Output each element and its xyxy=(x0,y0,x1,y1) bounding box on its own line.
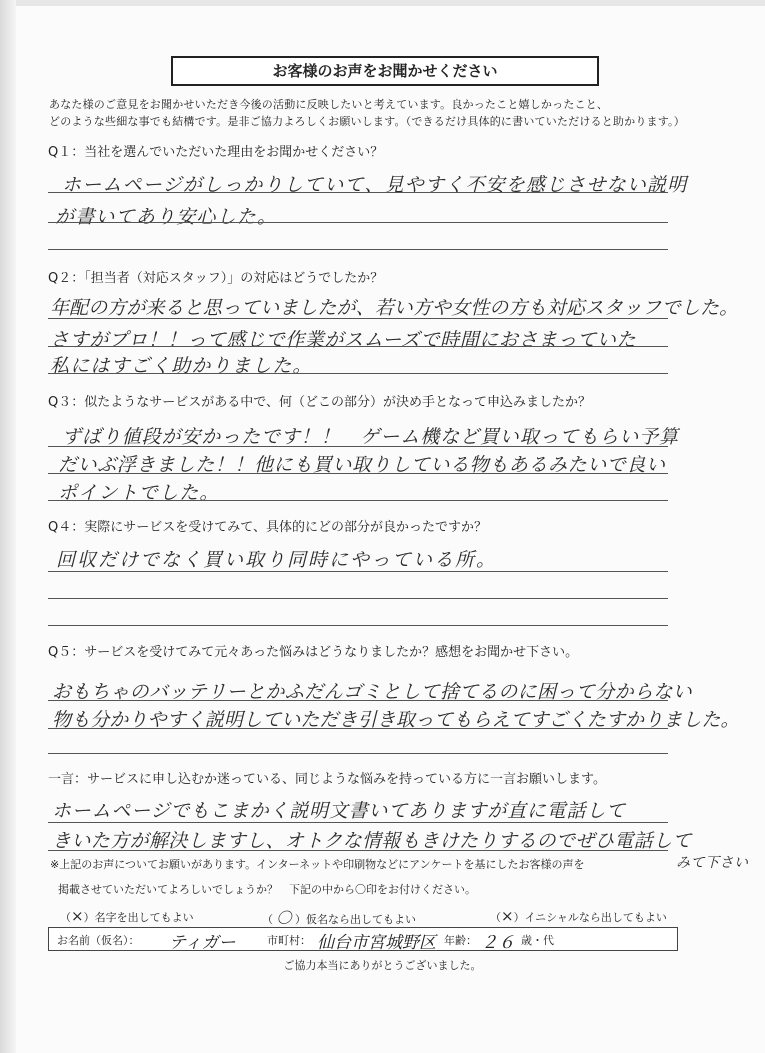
page-title: お客様のお声をお聞かせください xyxy=(171,56,599,86)
answer-rule xyxy=(48,625,668,626)
age-suffix: 歳・代 xyxy=(521,934,554,947)
question-2-answer-line-3: 私にはすごく助かりました。 xyxy=(50,355,313,377)
respondent-info-box xyxy=(48,927,678,951)
option-pseudonym-mark: 〇 xyxy=(276,909,292,927)
answer-rule xyxy=(48,598,668,599)
answer-rule xyxy=(48,700,668,701)
question-5-answer-line-2: 物も分かりやすく説明していただき引き取ってもらえてすごくたすかりました。 xyxy=(52,709,740,731)
question-1-label: Q１：当社を選んでいただいた理由をお聞かせください？ xyxy=(48,145,384,160)
answer-rule xyxy=(48,571,668,572)
question-5-label: Q５：サービスを受けてみて元々あった悩みはどうなりましたか？感想をお聞かせ下さい。 xyxy=(48,645,579,660)
comment-label: 一言：サービスに申し込むか迷っている、同じような悩みを持っている方に一言お願いします。 xyxy=(48,772,606,787)
question-1-answer-line-1: ホームページがしっかりしていて、見やすく不安を感じさせない説明 xyxy=(62,174,688,196)
page-top-shadow xyxy=(0,0,765,6)
option-real-name[interactable]: （×）名字を出してもよい xyxy=(60,907,194,925)
consent-note-line-2: 掲載させていただいてよろしいでしょうか？ 下記の中から〇印をお付けください。 xyxy=(58,883,476,896)
question-4-answer-line-1: 回収だけでなく買い取り同時にやっている所。 xyxy=(56,549,498,571)
answer-rule xyxy=(48,728,668,729)
name-label: お名前（仮名）： xyxy=(57,934,140,947)
consent-note-handwritten: みて下さい xyxy=(676,855,749,871)
city-value[interactable]: 仙台市宮城野区 xyxy=(317,933,436,953)
answer-rule xyxy=(48,850,668,851)
question-1-answer-line-2: が書いてあり安心した。 xyxy=(55,206,278,228)
answer-rule xyxy=(48,373,668,374)
answer-rule xyxy=(48,346,668,347)
option-initials-label: イニシャルなら出してもよい xyxy=(524,911,667,924)
age-value[interactable]: ２６ xyxy=(481,933,515,953)
answer-rule xyxy=(48,753,668,754)
answer-rule xyxy=(48,192,668,193)
question-2-label: Q２：「担当者（対応スタッフ）」の対応はどうでしたか？ xyxy=(48,271,384,286)
option-pseudonym-label: 仮名なら出してもよい xyxy=(306,913,417,926)
comment-answer-line-2: きいた方が解決しますし、オトクな情報もきけたりするのでぜひ電話して xyxy=(52,830,692,852)
option-real-name-mark: × xyxy=(71,907,84,925)
consent-note-line-1: ※上記のお声についてお願いがあります。インターネットや印刷物などにアンケートを基にしたお客様の声を xyxy=(50,858,585,871)
question-3-label: Q３：似たようなサービスがある中で、何（どこの部分）が決め手となって申込みましたか？ xyxy=(48,395,591,410)
question-2-answer-line-1: 年配の方が来ると思っていましたが、若い方や女性の方も対応スタッフでした。 xyxy=(50,297,739,319)
page-left-shadow xyxy=(0,0,16,1053)
answer-rule xyxy=(48,473,668,474)
intro-line-2: どのような些細な事でも結構です。是非ご協力よろしくお願いします。（できるだけ具体的に書いていただけると助かります。） xyxy=(49,115,685,128)
option-real-name-label: 名字を出してもよい xyxy=(94,911,194,924)
question-4-label: Q４：実際にサービスを受けてみて、具体的にどの部分が良かったですか？ xyxy=(48,520,487,535)
option-initials[interactable]: （×）イニシャルなら出してもよい xyxy=(490,907,667,925)
option-initials-mark: × xyxy=(501,907,514,925)
option-pseudonym[interactable]: （ 〇 ）仮名なら出してもよい xyxy=(262,909,417,927)
answer-rule xyxy=(48,222,668,223)
question-3-answer-line-1: ずばり値段が安かったです！！ ゲーム機など買い取ってもらい予算 xyxy=(62,426,679,448)
question-3-answer-line-3: ポイントでした。 xyxy=(58,482,220,504)
answer-rule xyxy=(48,500,668,501)
answer-rule xyxy=(48,318,668,319)
question-5-answer-line-1: おもちゃのバッテリーとかふだんゴミとして捨てるのに困って分からない xyxy=(52,681,693,703)
name-value[interactable]: ティガー xyxy=(169,933,236,953)
city-label: 市町村： xyxy=(267,934,311,947)
answer-rule xyxy=(48,249,668,250)
thanks-message: ご協力本当にありがとうございました。 xyxy=(283,959,482,972)
question-3-answer-line-2: だいぶ浮きました！！他にも買い取りしている物もあるみたいで良い xyxy=(58,454,666,476)
intro-line-1: あなた様のご意見をお聞かせいただき今後の活動に反映したいと考えています。良かったこと嬉しかったこと、 xyxy=(49,98,609,111)
age-label: 年齢： xyxy=(444,934,477,947)
answer-rule xyxy=(48,822,668,823)
comment-answer-line-1: ホームページでもこまかく説明文書いてありますが直に電話して xyxy=(52,800,626,822)
answer-rule xyxy=(48,446,668,447)
question-2-answer-line-2: さすがプロ！！って感じで作業がスムーズで時間におさまっていた xyxy=(50,329,637,351)
